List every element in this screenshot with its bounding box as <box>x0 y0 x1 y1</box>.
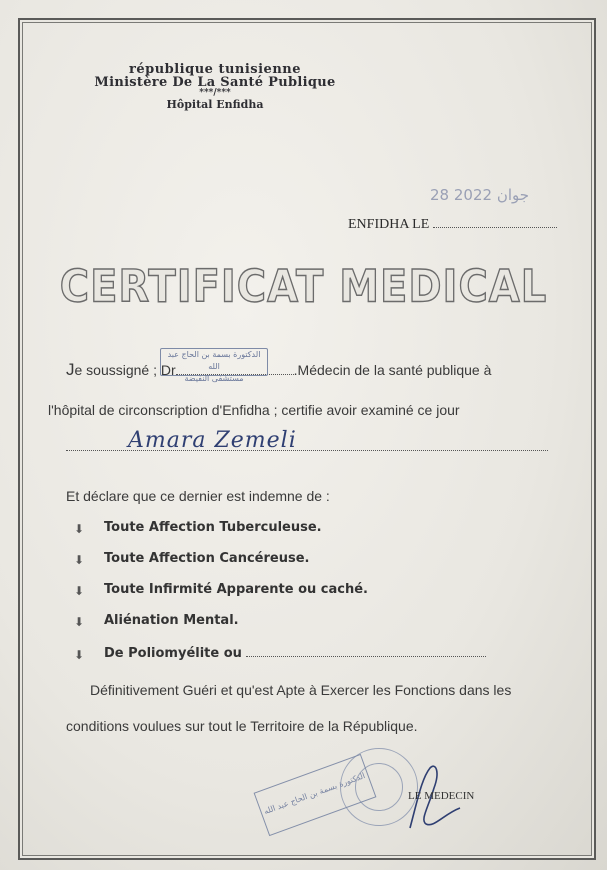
document-title: CERTIFICAT MEDICAL <box>59 261 548 313</box>
body-line-1-end: .Médecin de la santé publique à <box>293 362 492 378</box>
declaration-line: Et déclare que ce dernier est indemne de : <box>66 488 330 504</box>
letterhead <box>80 62 350 111</box>
official-seal-inner <box>355 763 403 811</box>
doctor-stamp <box>160 348 268 383</box>
bullet-arrow-icon: ⬇ <box>74 553 85 567</box>
letterhead-hospital: Hôpital Enfidha <box>166 98 264 111</box>
letterhead-country: république tunisienne <box>128 62 302 77</box>
signatory-label: LE MEDECIN <box>408 790 475 802</box>
date-label: ENFIDHA LE <box>348 217 430 232</box>
bullet-arrow-icon: ⬇ <box>74 615 85 629</box>
doctor-stamp-bottom-text: الدكتورة بسمة بن الحاج عبد الله <box>262 771 367 817</box>
condition-item-last <box>104 646 486 661</box>
condition-dotted-line <box>246 655 486 657</box>
footer-line-1: Définitivement Guéri et qu'est Apte à Exercer les Fonctions dans les <box>90 682 512 698</box>
letterhead-separator: ***/*** <box>199 88 231 98</box>
doctor-stamp-text: الدكتورة بسمة بن الحاج عبد الله <box>167 350 261 371</box>
bullet-arrow-icon: ⬇ <box>74 584 85 598</box>
body-line-2: l'hôpital de circonscription d'Enfidha ; certifie avoir examiné ce jour <box>48 402 460 418</box>
patient-name-handwritten: Amara Zemeli <box>128 428 297 453</box>
condition-item: Aliénation Mental. <box>104 613 239 628</box>
body-line-1-start: e soussigné ; Dr <box>74 362 176 378</box>
condition-item-text: De Poliomyélite ou <box>104 646 242 661</box>
handwritten-date: 28 جوان 2022 <box>430 186 530 204</box>
footer-line-2: conditions voulues sur tout le Territoire de la République. <box>66 718 418 734</box>
condition-item: Toute Affection Cancéreuse. <box>104 551 310 566</box>
date-dotted-line <box>433 226 557 228</box>
condition-item: Toute Affection Tuberculeuse. <box>104 520 322 535</box>
date-line <box>348 217 557 233</box>
condition-item: Toute Infirmité Apparente ou caché. <box>104 582 368 597</box>
body-line-1 <box>66 360 491 380</box>
drop-letter: J <box>66 360 75 379</box>
bullet-arrow-icon: ⬇ <box>74 522 85 536</box>
doctor-stamp-text-2: مستشفى النفيضة <box>184 374 244 383</box>
bullet-arrow-icon: ⬇ <box>74 648 85 662</box>
letterhead-ministry: Ministère De La Santé Publique <box>94 75 336 90</box>
